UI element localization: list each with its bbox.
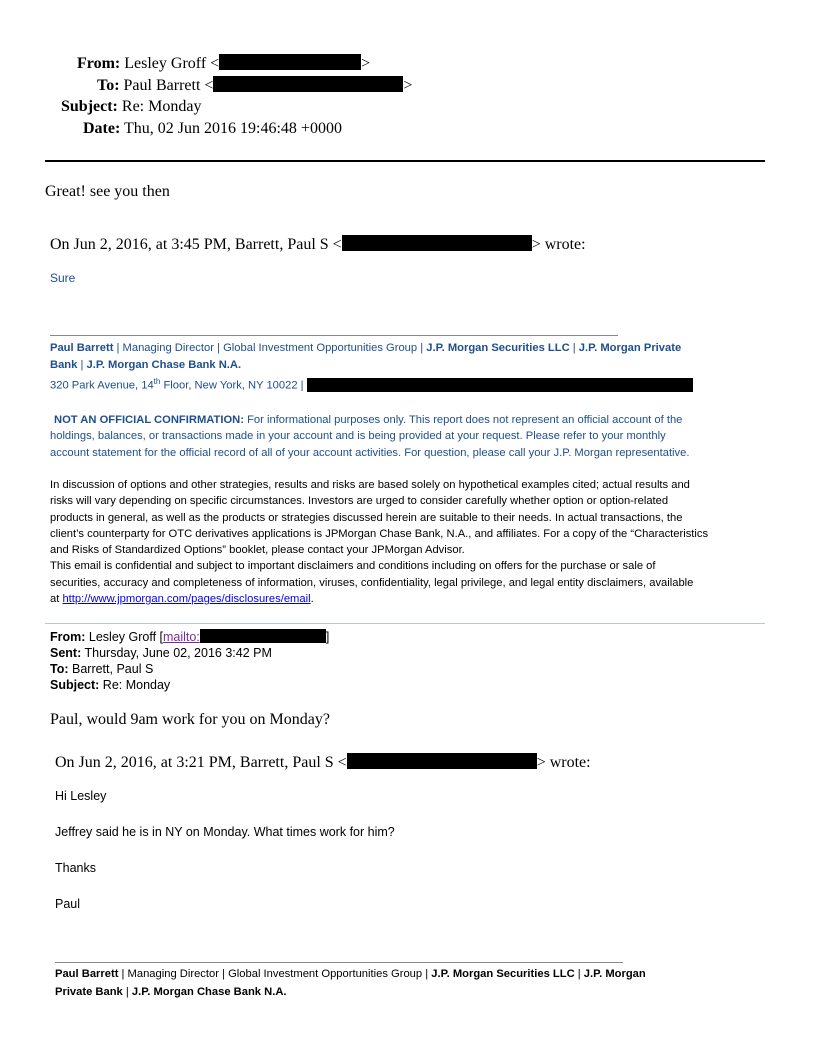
quoted-from-row: From: Lesley Groff [mailto: ] — [50, 630, 330, 644]
signature-rule — [50, 335, 618, 336]
quoted-header — [50, 629, 329, 693]
header-to-row: To: Paul Barrett < > — [97, 77, 413, 94]
quoted-to-row: To: Barrett, Paul S — [50, 662, 154, 676]
quoted-sent-row: Sent: Thursday, June 02, 2016 3:42 PM — [50, 646, 272, 660]
redacted-email — [219, 54, 361, 70]
signature-address: 320 Park Avenue, 14th Floor, New York, NY 10022 | — [50, 377, 693, 392]
signature-rule-2 — [55, 962, 623, 963]
quoted-question: Paul, would 9am work for you on Monday? — [50, 711, 330, 728]
quote-attribution-2: On Jun 2, 2016, at 3:21 PM, Barrett, Paul S < > wrote: — [55, 754, 591, 771]
quote1-reply: Sure — [50, 271, 76, 285]
message-line: Jeffrey said he is in NY on Monday. What times work for him? — [55, 825, 395, 839]
from-value: Lesley Groff < — [124, 55, 220, 72]
header-subject-row — [61, 98, 201, 116]
signature2-line-1: Paul Barrett | Managing Director | Global Investment Opportunities Group | J.P. Morgan Securities LLC | J.P. Morgan — [55, 968, 646, 980]
header-from-row: From: Lesley Groff < > — [77, 55, 371, 72]
thanks: Thanks — [55, 861, 96, 875]
subject-label: Subject: — [61, 98, 118, 115]
sig-firm2: J.P. Morgan Private — [578, 342, 682, 354]
quoted-subject-row: Subject: Re: Monday — [50, 678, 171, 692]
redacted-phone — [307, 378, 693, 392]
sig-name: Paul Barrett — [50, 342, 114, 354]
sig-firm1: J.P. Morgan Securities LLC — [426, 342, 570, 354]
date-value: Thu, 02 Jun 2016 19:46:48 +0000 — [124, 120, 342, 137]
disclaimer: In discussion of options and other strategies, results and risks are based solely on hypothetical examples cited; actual results and risks will vary depending on specific circumstances. Investors are urged to consider carefully whether option or option-related products in general, as well as the products or strategies discussed herein are suitable to their needs. In actual transactions, the client’s counterparty for OTC derivatives applications is JPMorgan Chase Bank, N.A., and affiliates. For a copy of the “Characteristics and Risks of Standardized Options” booklet, please contact your JPMorgan Advisor. This email is confidential and subject to important disclaimers and conditions including on offers for the purchase or sale of securities, accuracy and completeness of information, viruses, confidentiality, legal privilege, and legal entity disclaimers, available at http://www.jpmorgan.com/pages/disclosures/email. — [50, 479, 709, 606]
sig2-name: Paul Barrett — [55, 968, 119, 980]
from-label: From: — [77, 55, 121, 72]
to-label: To: — [97, 77, 120, 94]
sig-firm3: J.P. Morgan Chase Bank N.A. — [86, 359, 242, 371]
signature-line-2: Bank | J.P. Morgan Chase Bank N.A. — [50, 359, 242, 371]
mailto-link[interactable]: mailto: — [163, 630, 200, 644]
sign-off: Paul — [55, 897, 81, 911]
redacted-email — [347, 753, 537, 769]
notice-bold: NOT AN OFFICIAL CONFIRMATION: — [54, 414, 244, 426]
redacted-email — [200, 629, 326, 643]
date-label: Date: — [83, 120, 121, 137]
subject-value: Re: Monday — [121, 98, 202, 115]
sig-title: Managing Director — [122, 342, 214, 354]
official-notice: NOT AN OFFICIAL CONFIRMATION: For informational purposes only. This report does not represent an official account of the holdings, balances, or transactions made in your account and is being provided at your request. Please refer to your monthly account statement for the official record of all of your account activities. For question, please call your J.P. Morgan representative. — [50, 414, 690, 459]
sig-group: Global Investment Opportunities Group — [223, 342, 418, 354]
greeting: Hi Lesley — [55, 789, 107, 803]
header-divider — [45, 160, 765, 162]
redacted-email — [342, 235, 532, 251]
signature2-line-2: Private Bank | J.P. Morgan Chase Bank N.A. — [55, 986, 287, 998]
quoted-divider — [45, 623, 765, 624]
reply-text: Great! see you then — [45, 183, 170, 200]
disclosures-link[interactable]: http://www.jpmorgan.com/pages/disclosures/email — [62, 593, 311, 606]
header-date-row — [83, 120, 342, 138]
signature-line-1: Paul Barrett | Managing Director | Global Investment Opportunities Group | J.P. Morgan Securities LLC | J.P. Morgan Private — [50, 342, 682, 354]
quote-attribution-1: On Jun 2, 2016, at 3:45 PM, Barrett, Paul S < > wrote: — [50, 236, 586, 253]
to-value: Paul Barrett < — [123, 77, 214, 94]
redacted-email — [213, 76, 403, 92]
